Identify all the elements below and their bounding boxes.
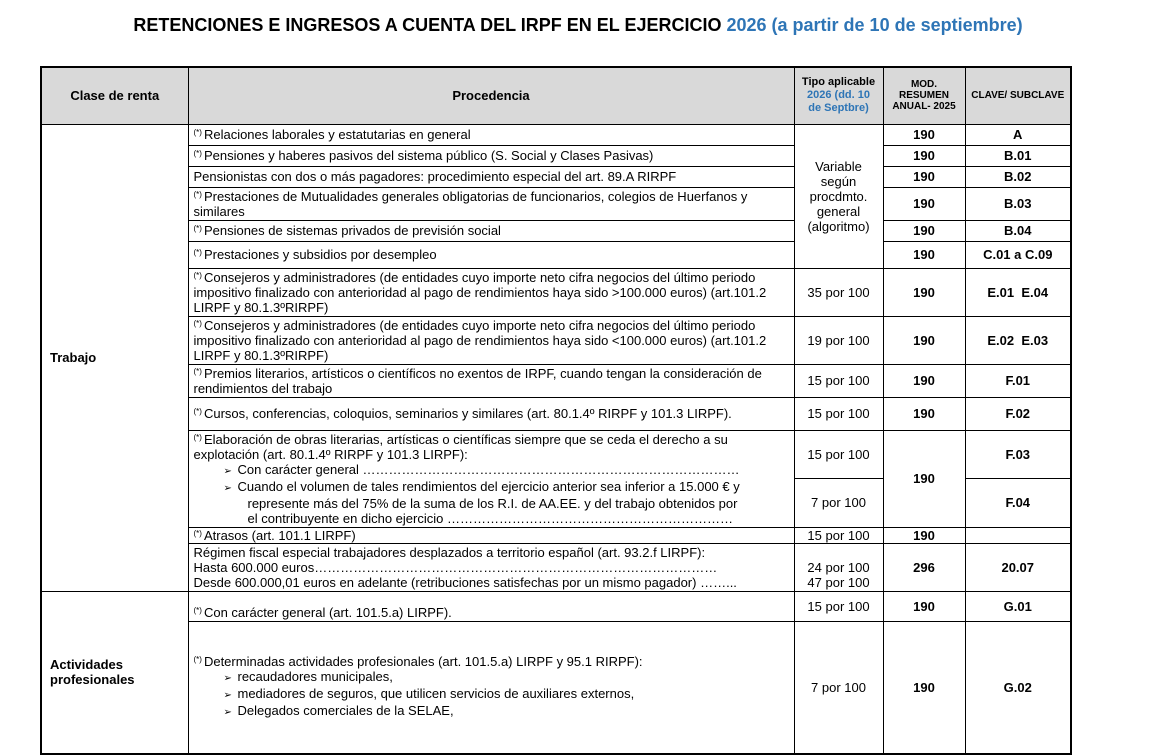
clave-cell: F.03 — [965, 430, 1071, 479]
arrow-bullet-icon: ➢ — [223, 482, 232, 494]
tipo-cell: 7 por 100 — [794, 479, 883, 528]
asterisk: (*) — [193, 270, 202, 280]
list-item — [194, 686, 635, 701]
clave-cell — [965, 527, 1071, 543]
asterisk: (*) — [193, 407, 202, 416]
mod-cell: 190 — [883, 397, 965, 430]
clase-actividades: Actividades profesionales — [41, 591, 188, 754]
arrow-bullet-icon: ➢ — [223, 707, 232, 719]
desplazados-l1: Régimen fiscal especial trabajadores desplazados a territorio español (art. 93.2.f LIRPF): — [193, 544, 706, 560]
table-row — [41, 145, 1071, 166]
procedencia-cell-obras — [188, 430, 794, 527]
procedencia-text: Atrasos (art. 101.1 LIRPF) — [203, 527, 356, 543]
procedencia-text: Consejeros y administradores (de entidades cuyo importe neto cifra negocios del último periodo impositivo finalizado con anterioridad al pago de rendimientos haya sido <100.000 euros) (art.101.2 LIRPF y 80.1.3ºRIRPF) — [193, 317, 767, 363]
desplazados-l2: Hasta 600.000 euros………………………………………………………………………………… — [193, 559, 718, 575]
desplazados-tipo1: 24 por 100 — [807, 559, 870, 575]
clave-cell: G.02 — [965, 621, 1071, 754]
header-procedencia: Procedencia — [188, 67, 794, 124]
mod-cell: 190 — [883, 268, 965, 316]
mod-cell: 190 — [883, 187, 965, 220]
arrow-bullet-icon: ➢ — [223, 690, 232, 702]
determinadas-b1: recaudadores municipales, — [237, 669, 393, 685]
asterisk: (*) — [193, 149, 202, 158]
mod-cell: 190 — [883, 621, 965, 754]
clave-cell: A — [965, 124, 1071, 145]
mod-cell: 190 — [883, 430, 965, 527]
asterisk: (*) — [193, 128, 202, 137]
determinadas-b2: mediadores de seguros, que utilicen servicios de auxiliares externos, — [237, 686, 635, 702]
clave-cell: F.04 — [965, 479, 1071, 528]
tipo-cell: 19 por 100 — [794, 316, 883, 364]
header-tipo — [794, 67, 883, 124]
tipo-cell — [794, 543, 883, 591]
title-year: 2026 (a partir de 10 de septiembre) — [726, 15, 1023, 35]
procedencia-text: Consejeros y administradores (de entidades cuyo importe neto cifra negocios del último periodo impositivo finalizado con anterioridad al pago de rendimientos haya sido >100.000 euros) (art.101.2 LIRPF y 80.1.3ºRIRPF) — [193, 269, 767, 315]
tipo-cell: 35 por 100 — [794, 268, 883, 316]
procedencia-text: Relaciones laborales y estatutarias en general — [203, 127, 471, 142]
desplazados-tipo2: 47 por 100 — [807, 574, 870, 590]
page-title — [0, 15, 1156, 36]
mod-cell: 296 — [883, 543, 965, 591]
table-row — [41, 124, 1071, 145]
table-row — [41, 316, 1071, 364]
procedencia-cell — [188, 145, 794, 166]
asterisk: (*) — [193, 189, 202, 199]
clave-cell: B.01 — [965, 145, 1071, 166]
obras-bullet-2b: represente más del 75% de la suma de los R.I. de AA.EE. y del trabajo obtenidos por — [247, 495, 738, 511]
table-row — [41, 430, 1071, 479]
asterisk: (*) — [193, 224, 202, 233]
clave-cell: G.01 — [965, 591, 1071, 621]
procedencia-cell — [188, 241, 794, 268]
asterisk: (*) — [193, 366, 202, 376]
tipo-cell: 15 por 100 — [794, 397, 883, 430]
clave-cell: F.01 — [965, 364, 1071, 397]
tipo-cell: 15 por 100 — [794, 527, 883, 543]
tipo-cell: 15 por 100 — [794, 364, 883, 397]
table-row — [41, 527, 1071, 543]
table-row — [41, 268, 1071, 316]
clave-cell: B.03 — [965, 187, 1071, 220]
procedencia-cell — [188, 527, 794, 543]
clave-cell: C.01 a C.09 — [965, 241, 1071, 268]
mod-cell: 190 — [883, 124, 965, 145]
tipo-cell: 15 por 100 — [794, 430, 883, 479]
obras-intro: Elaboración de obras literarias, artísticas o científicas siempre que se ceda el derecho a su explotación (art. 80.1.4º RIRPF y 101.3 LIRPF): — [193, 431, 728, 462]
table-row — [41, 397, 1071, 430]
procedencia-cell — [188, 316, 794, 364]
arrow-bullet-icon: ➢ — [223, 465, 232, 477]
table-row — [41, 621, 1071, 754]
asterisk: (*) — [193, 528, 202, 538]
mod-cell: 190 — [883, 591, 965, 621]
table-row — [41, 166, 1071, 187]
tipo-cell: 7 por 100 — [794, 621, 883, 754]
list-item — [194, 703, 454, 718]
procedencia-cell — [188, 268, 794, 316]
list-item — [194, 462, 740, 477]
asterisk: (*) — [193, 605, 202, 615]
mod-cell: 190 — [883, 316, 965, 364]
procedencia-text: Prestaciones de Mutualidades generales obligatorias de funcionarios, colegios de Huerfanos y similares — [193, 188, 748, 219]
procedencia-text: Pensiones de sistemas privados de previsión social — [203, 223, 501, 238]
table-row — [41, 591, 1071, 621]
clave-cell: E.02 E.03 — [965, 316, 1071, 364]
procedencia-text: Con carácter general (art. 101.5.a) LIRPF). — [203, 604, 452, 620]
mod-cell: 190 — [883, 364, 965, 397]
mod-cell: 190 — [883, 241, 965, 268]
table-row — [41, 364, 1071, 397]
mod-cell: 190 — [883, 220, 965, 241]
obras-bullet-2a: Cuando el volumen de tales rendimientos del ejercicio anterior sea inferior a 15.000 € y — [237, 478, 740, 494]
mod-cell: 190 — [883, 145, 965, 166]
table-row — [41, 543, 1071, 591]
procedencia-cell — [188, 591, 794, 621]
header-tipo-label: Tipo aplicable — [801, 76, 876, 89]
list-item — [194, 669, 393, 684]
title-main: RETENCIONES E INGRESOS A CUENTA DEL IRPF EN EL EJERCICIO — [133, 15, 722, 35]
procedencia-cell — [188, 364, 794, 397]
asterisk: (*) — [193, 432, 202, 442]
tipo-cell: 15 por 100 — [794, 591, 883, 621]
determinadas-intro: Determinadas actividades profesionales (art. 101.5.a) LIRPF y 95.1 RIRPF): — [203, 654, 643, 670]
clave-cell: F.02 — [965, 397, 1071, 430]
desplazados-l3: Desde 600.000,01 euros en adelante (retribuciones satisfechas por un mismo pagador) ……... — [193, 574, 737, 590]
table-row — [41, 187, 1071, 220]
procedencia-cell-desplazados — [188, 543, 794, 591]
obras-bullet-2c: el contribuyente en dicho ejercicio ………………………………………………………… — [247, 510, 733, 526]
clave-cell: E.01 E.04 — [965, 268, 1071, 316]
clave-cell: B.04 — [965, 220, 1071, 241]
header-tipo-date: 2026 (dd. 10 de Septbre) — [807, 89, 870, 115]
clave-cell: B.02 — [965, 166, 1071, 187]
mod-cell: 190 — [883, 166, 965, 187]
header-mod: MOD. RESUMEN ANUAL- 2025 — [883, 67, 965, 124]
asterisk: (*) — [193, 248, 202, 257]
table-row — [41, 241, 1071, 268]
procedencia-text: Prestaciones y subsidios por desempleo — [203, 247, 437, 262]
procedencia-text: Cursos, conferencias, coloquios, seminarios y similares (art. 80.1.4º RIRPF y 101.3 LIRPF). — [203, 406, 732, 421]
asterisk: (*) — [193, 318, 202, 328]
obras-bullet-1: Con carácter general …………………………………………………………………………… — [237, 461, 740, 477]
asterisk: (*) — [193, 655, 202, 665]
clase-trabajo: Trabajo — [41, 124, 188, 591]
mod-cell: 190 — [883, 527, 965, 543]
procedencia-text: Pensiones y haberes pasivos del sistema público (S. Social y Clases Pasivas) — [203, 148, 654, 163]
header-clase: Clase de renta — [41, 67, 188, 124]
procedencia-cell — [188, 124, 794, 145]
procedencia-cell — [188, 397, 794, 430]
header-row — [41, 67, 1071, 124]
retenciones-table — [40, 66, 1072, 755]
clave-cell: 20.07 — [965, 543, 1071, 591]
procedencia-cell: Pensionistas con dos o más pagadores: procedimiento especial del art. 89.A RIRPF — [188, 166, 794, 187]
procedencia-text: Premios literarios, artísticos o científicos no exentos de IRPF, cuando tengan la consideración de rendimientos del trabajo — [193, 365, 762, 396]
table-row — [41, 220, 1071, 241]
procedencia-cell — [188, 187, 794, 220]
header-clave: CLAVE/ SUBCLAVE — [965, 67, 1071, 124]
procedencia-cell — [188, 220, 794, 241]
determinadas-b3: Delegados comerciales de la SELAE, — [237, 703, 454, 719]
arrow-bullet-icon: ➢ — [223, 673, 232, 685]
procedencia-cell-determinadas — [188, 621, 794, 754]
list-item — [194, 479, 740, 494]
tipo-variable: Variable según procdmto. general (algoritmo) — [794, 124, 883, 268]
